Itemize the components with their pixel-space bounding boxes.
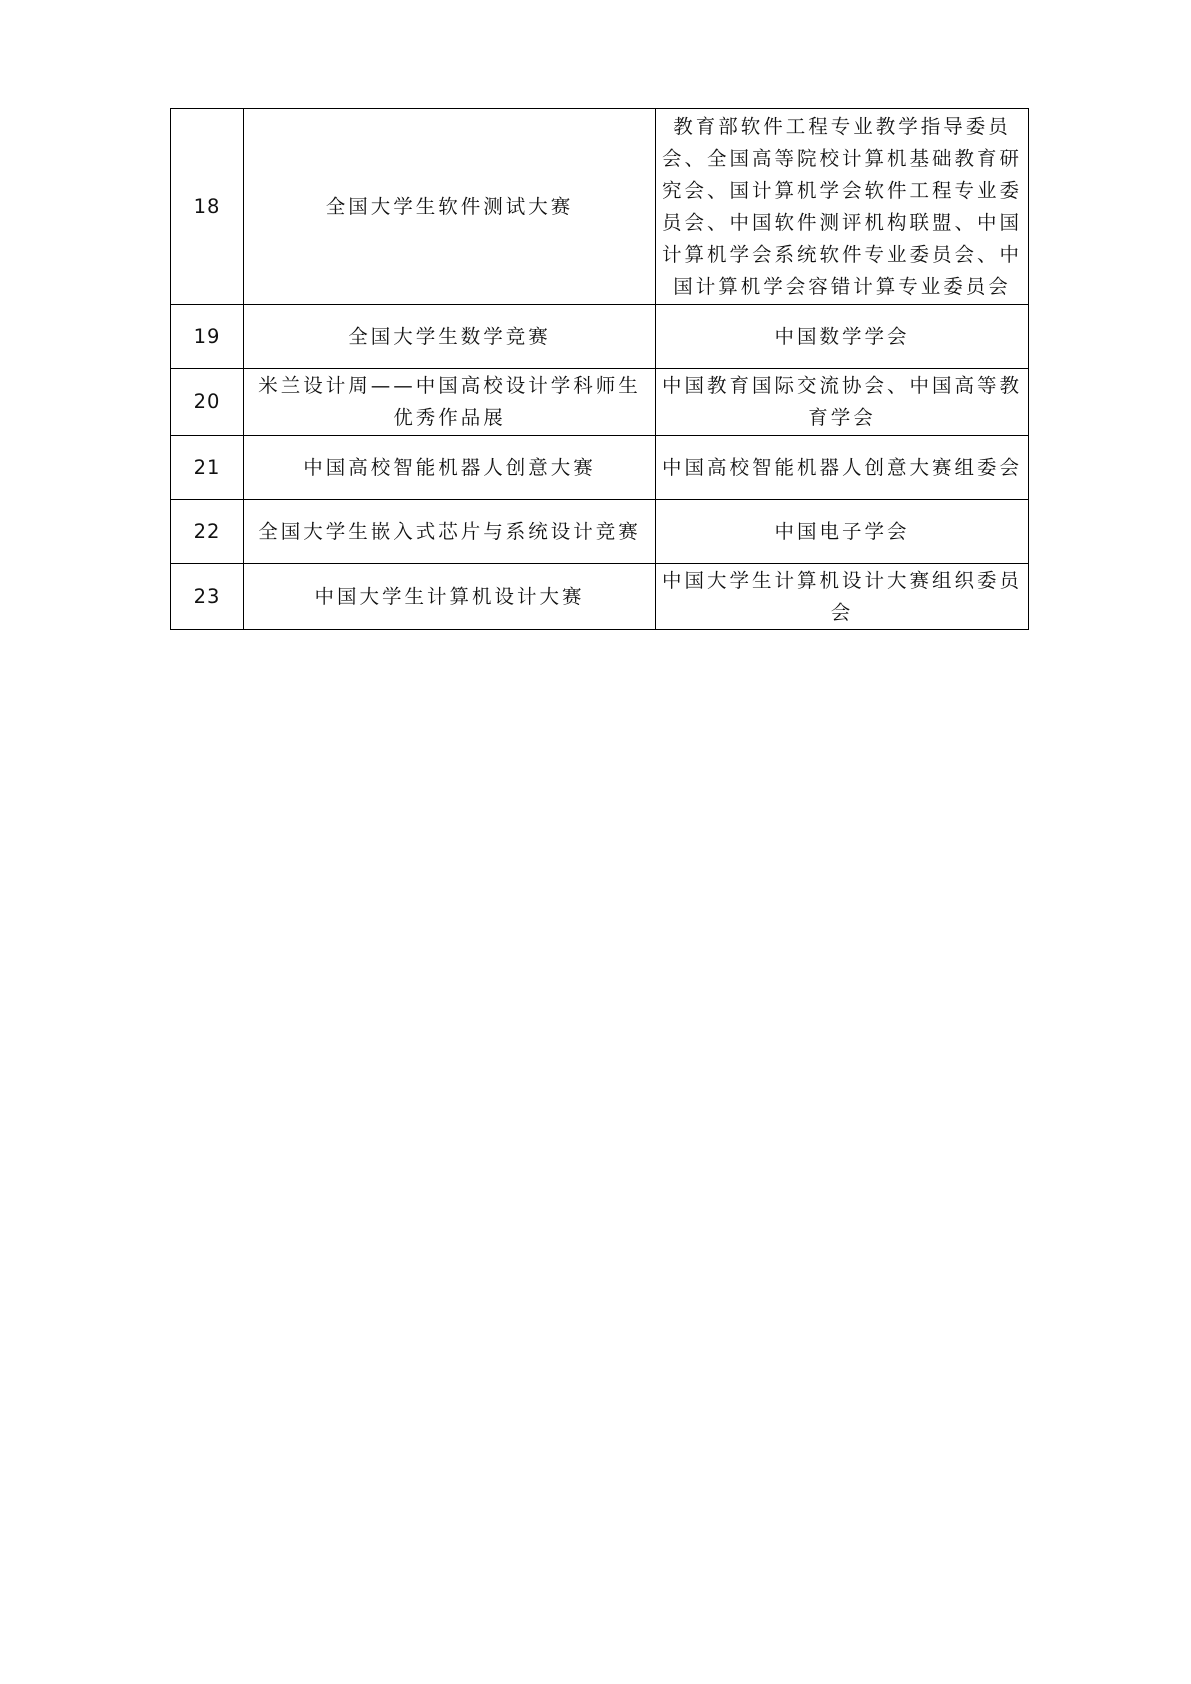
organizer-cell: 教育部软件工程专业教学指导委员会、全国高等院校计算机基础教育研究会、国计算机学会软件工程专业委员会、中国软件测评机构联盟、中国计算机学会系统软件专业委员会、中国计算机学会容错计算专业委员会 (656, 109, 1029, 305)
table-row (171, 564, 1029, 630)
table-row (171, 369, 1029, 436)
row-number-cell: 23 (171, 564, 244, 630)
organizer-cell: 中国高校智能机器人创意大赛组委会 (656, 436, 1029, 500)
row-number-cell: 19 (171, 305, 244, 369)
table-row (171, 109, 1029, 305)
organizer-cell: 中国数学学会 (656, 305, 1029, 369)
row-number-cell: 20 (171, 369, 244, 436)
organizer-cell: 中国电子学会 (656, 500, 1029, 564)
row-number-cell: 22 (171, 500, 244, 564)
row-number-cell: 21 (171, 436, 244, 500)
competition-name-cell: 全国大学生软件测试大赛 (244, 109, 656, 305)
competition-name-cell: 全国大学生数学竞赛 (244, 305, 656, 369)
competition-name-cell: 全国大学生嵌入式芯片与系统设计竞赛 (244, 500, 656, 564)
organizer-cell: 中国大学生计算机设计大赛组织委员会 (656, 564, 1029, 630)
competition-name-cell: 米兰设计周——中国高校设计学科师生优秀作品展 (244, 369, 656, 436)
competition-name-cell: 中国高校智能机器人创意大赛 (244, 436, 656, 500)
table-row (171, 436, 1029, 500)
competition-name-cell: 中国大学生计算机设计大赛 (244, 564, 656, 630)
row-number-cell: 18 (171, 109, 244, 305)
competition-table (170, 108, 1029, 630)
table-row (171, 305, 1029, 369)
organizer-cell: 中国教育国际交流协会、中国高等教育学会 (656, 369, 1029, 436)
table-row (171, 500, 1029, 564)
